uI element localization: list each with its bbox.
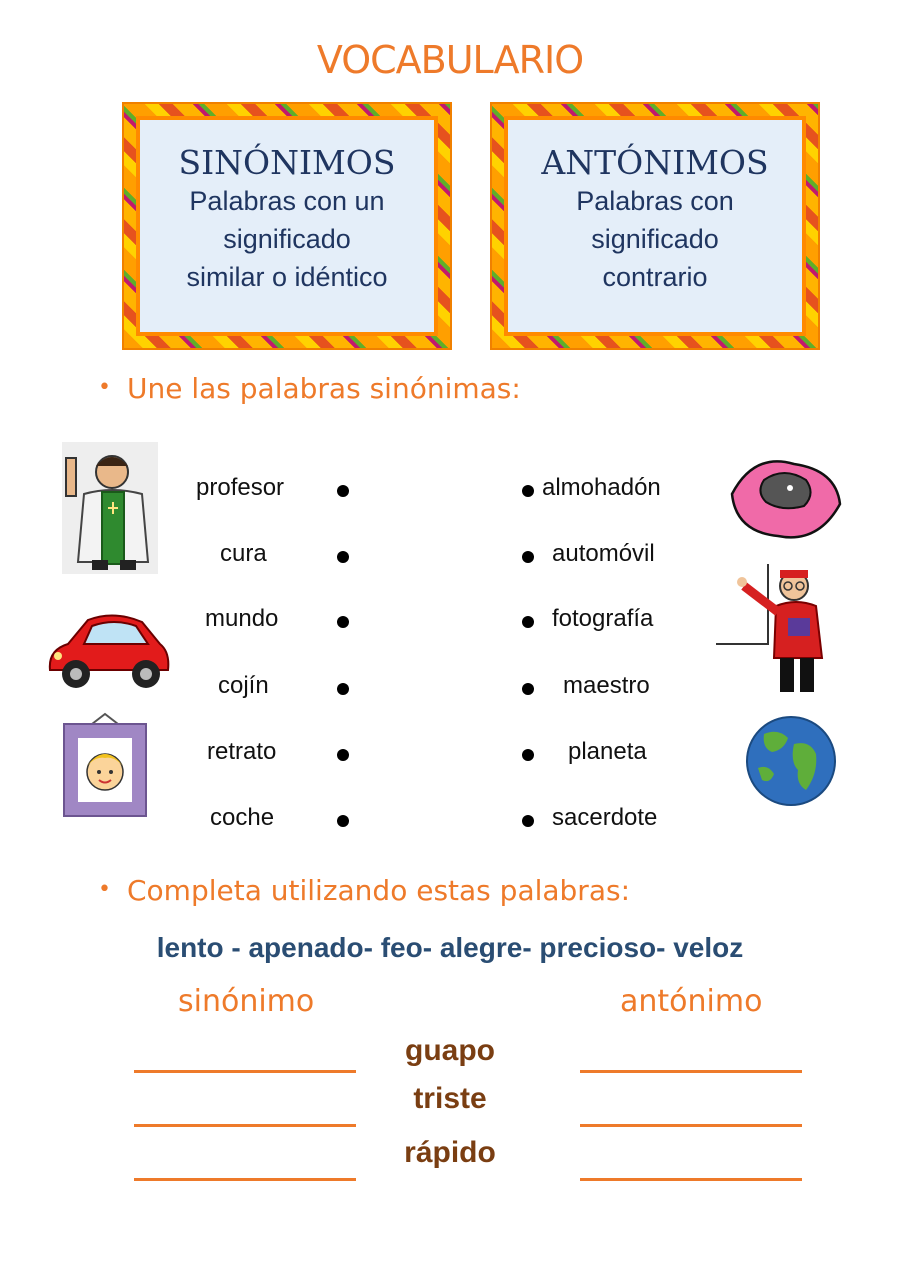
- left-word: retrato: [207, 738, 277, 765]
- left-match-dot[interactable]: [337, 616, 349, 628]
- right-match-dot[interactable]: [522, 616, 534, 628]
- exercise2-instruction-text: Completa utilizando estas palabras:: [126, 874, 630, 907]
- antonym-answer-line[interactable]: [580, 1124, 802, 1127]
- right-match-dot[interactable]: [522, 485, 534, 497]
- synonyms-line-1: Palabras con un: [189, 186, 385, 216]
- car-picture: [44, 604, 172, 696]
- synonyms-card: [122, 102, 452, 350]
- word-bank: lento - apenado- feo- alegre- precioso- veloz: [156, 932, 744, 963]
- target-word: triste: [413, 1082, 487, 1115]
- right-match-dot[interactable]: [522, 551, 534, 563]
- cushion-picture: [724, 450, 848, 546]
- right-word: maestro: [563, 672, 650, 699]
- exercise1-instruction: [98, 372, 521, 405]
- exercise1-instruction-text: Une las palabras sinónimas:: [126, 372, 521, 405]
- target-word: guapo: [405, 1034, 495, 1067]
- synonyms-line-3: similar o idéntico: [186, 262, 388, 292]
- globe-picture: [744, 714, 838, 808]
- page-title: VOCABULARIO: [316, 38, 584, 82]
- antonym-answer-line[interactable]: [580, 1178, 802, 1181]
- synonym-answer-line[interactable]: [134, 1070, 356, 1073]
- synonym-answer-line[interactable]: [134, 1178, 356, 1181]
- right-match-dot[interactable]: [522, 749, 534, 761]
- portrait-picture: [62, 712, 148, 818]
- exercise2-instruction: [98, 874, 630, 907]
- left-match-dot[interactable]: [337, 749, 349, 761]
- priest-picture: [62, 442, 158, 574]
- right-match-dot[interactable]: [522, 683, 534, 695]
- antonyms-line-3: contrario: [602, 262, 708, 292]
- left-match-dot[interactable]: [337, 815, 349, 827]
- target-word: rápido: [404, 1136, 496, 1169]
- right-word: planeta: [568, 738, 647, 765]
- left-word: coche: [210, 804, 275, 831]
- right-match-dot[interactable]: [522, 815, 534, 827]
- right-word: almohadón: [542, 474, 661, 501]
- right-word: sacerdote: [552, 804, 658, 831]
- left-word: cojín: [218, 672, 269, 699]
- bullet-icon: •: [98, 877, 111, 902]
- antonym-answer-line[interactable]: [580, 1070, 802, 1073]
- antonyms-card: [490, 102, 820, 350]
- antonyms-line-1: Palabras con: [576, 186, 734, 216]
- left-match-dot[interactable]: [337, 485, 349, 497]
- antonyms-line-2: significado: [591, 224, 719, 254]
- teacher-picture: [716, 562, 830, 694]
- right-word: automóvil: [552, 540, 655, 567]
- left-match-dot[interactable]: [337, 551, 349, 563]
- antonym-column-header: antónimo: [620, 984, 763, 1019]
- right-word: fotografía: [552, 605, 654, 632]
- synonyms-line-2: significado: [223, 224, 351, 254]
- synonyms-heading: SINÓNIMOS: [178, 143, 396, 182]
- left-word: mundo: [205, 605, 279, 632]
- antonyms-heading: ANTÓNIMOS: [541, 143, 769, 182]
- left-match-dot[interactable]: [337, 683, 349, 695]
- synonym-answer-line[interactable]: [134, 1124, 356, 1127]
- synonym-column-header: sinónimo: [178, 984, 315, 1019]
- left-word: cura: [220, 540, 267, 567]
- bullet-icon: •: [98, 375, 111, 400]
- left-word: profesor: [196, 474, 285, 501]
